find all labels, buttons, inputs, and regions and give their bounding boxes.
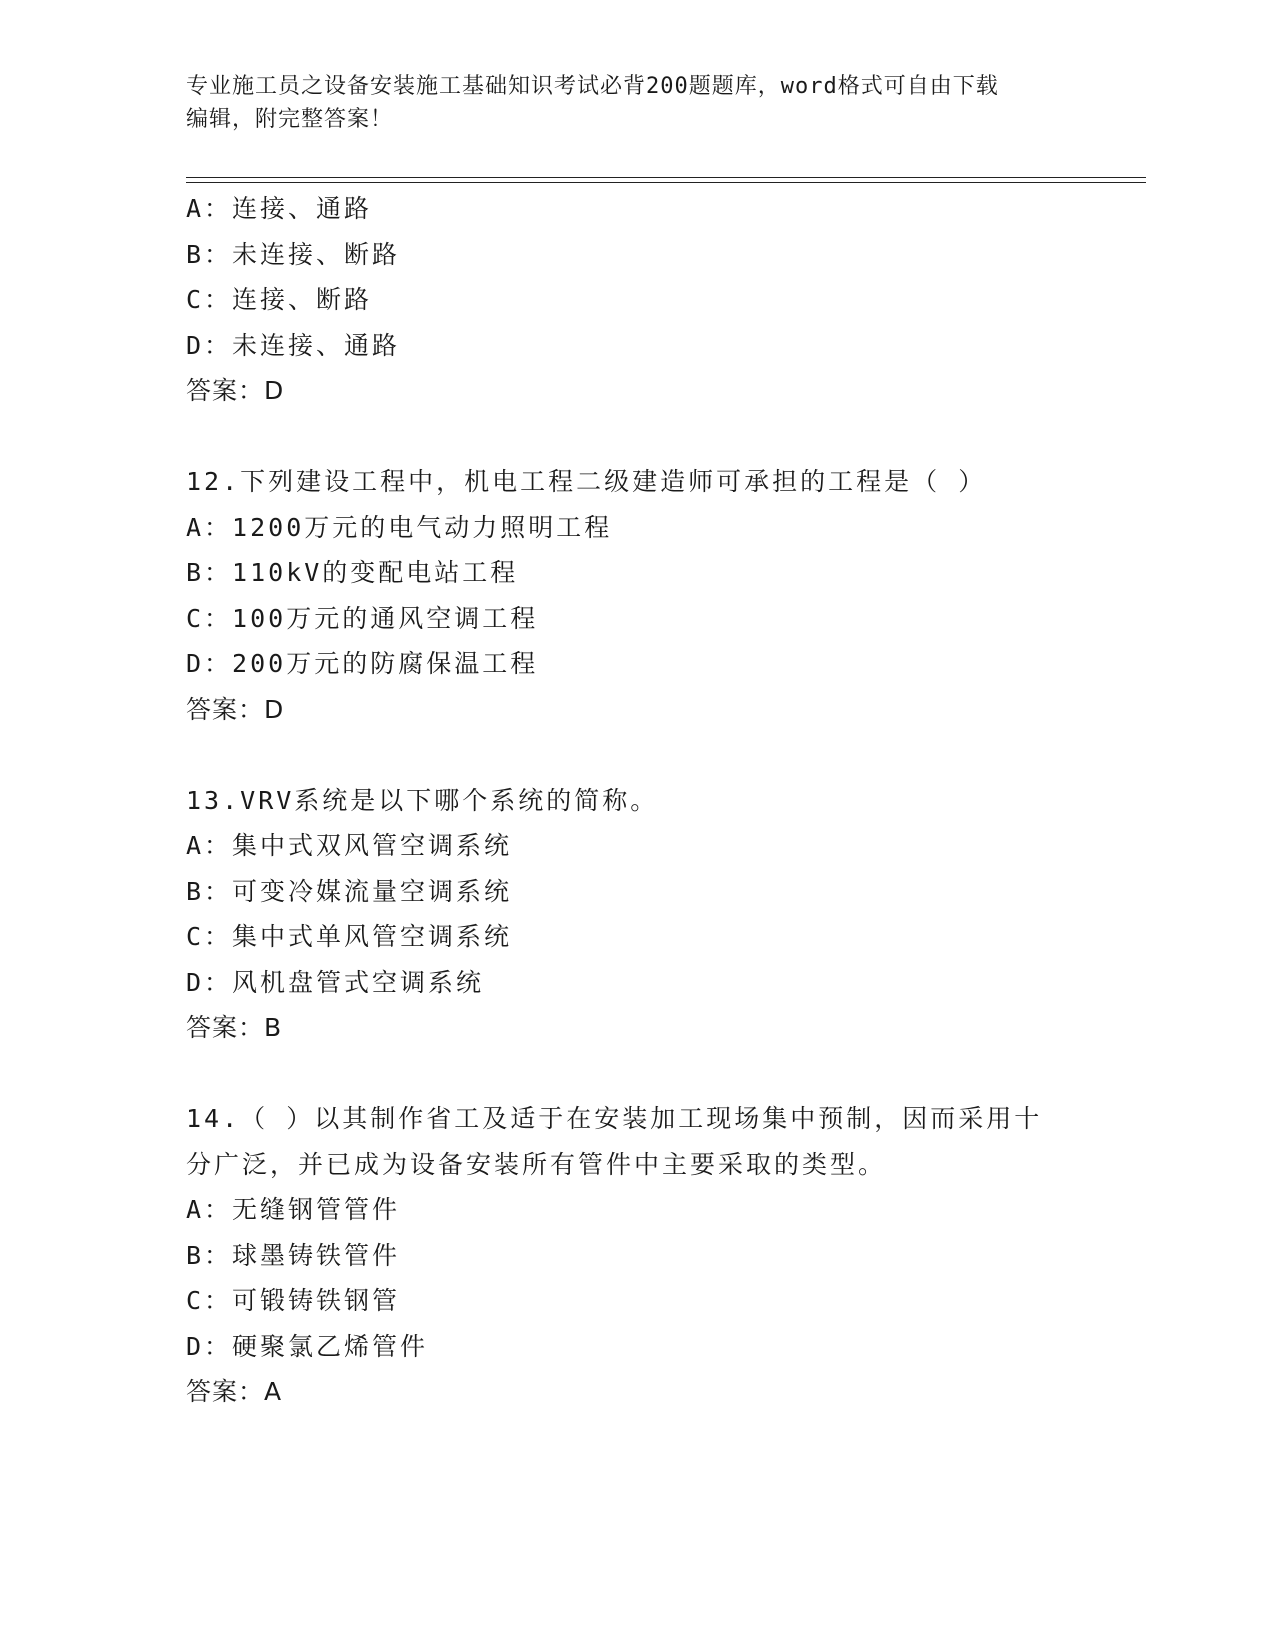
header-divider-bottom [186, 182, 1146, 183]
question-stem: 13.VRV系统是以下哪个系统的简称。 [186, 785, 659, 815]
option-c: C：100万元的通风空调工程 [186, 603, 539, 633]
question-stem-line-1: 14.（ ）以其制作省工及适于在安装加工现场集中预制，因而采用十 [186, 1104, 1043, 1133]
answer: 答案：D [186, 694, 285, 724]
spacer [186, 1051, 1146, 1097]
option-b: B：110kV的变配电站工程 [186, 558, 519, 587]
answer: 答案：A [186, 1377, 283, 1406]
option-d: D：未连接、通路 [186, 330, 401, 360]
question-13 [186, 778, 1146, 1051]
question-14 [186, 1096, 1146, 1415]
option-a: A：连接、通路 [186, 194, 373, 223]
question-12 [186, 459, 1146, 732]
header-divider-top [186, 177, 1146, 178]
option-d: D：200万元的防腐保温工程 [186, 649, 539, 678]
option-b: B：未连接、断路 [186, 239, 401, 269]
question-stem-line-2: 分广泛，并已成为设备安装所有管件中主要采取的类型。 [186, 1149, 887, 1179]
answer: 答案：D [186, 376, 285, 405]
option-b: B：球墨铸铁管件 [186, 1240, 401, 1270]
option-b: B：可变冷媒流量空调系统 [186, 876, 513, 906]
question-stem: 12.下列建设工程中，机电工程二级建造师可承担的工程是（ ） [186, 467, 987, 496]
answer: 答案：B [186, 1013, 283, 1042]
header-line-1: 专业施工员之设备安装施工基础知识考试必背200题题库，word格式可自由下载 [186, 74, 999, 99]
option-c: C：连接、断路 [186, 285, 373, 314]
option-a: A：集中式双风管空调系统 [186, 831, 513, 860]
question-11 [186, 186, 1146, 414]
option-c: C：集中式单风管空调系统 [186, 922, 513, 951]
option-d: D：硬聚氯乙烯管件 [186, 1331, 429, 1361]
option-a: A：无缝钢管管件 [186, 1195, 401, 1224]
spacer [186, 414, 1146, 460]
option-c: C：可锻铸铁钢管 [186, 1286, 401, 1315]
header-line-2: 编辑，附完整答案！ [186, 107, 394, 132]
option-d: D：风机盘管式空调系统 [186, 967, 485, 997]
question-list [186, 186, 1146, 1415]
spacer [186, 732, 1146, 778]
option-a: A：1200万元的电气动力照明工程 [186, 512, 613, 542]
document-header [186, 70, 1086, 136]
